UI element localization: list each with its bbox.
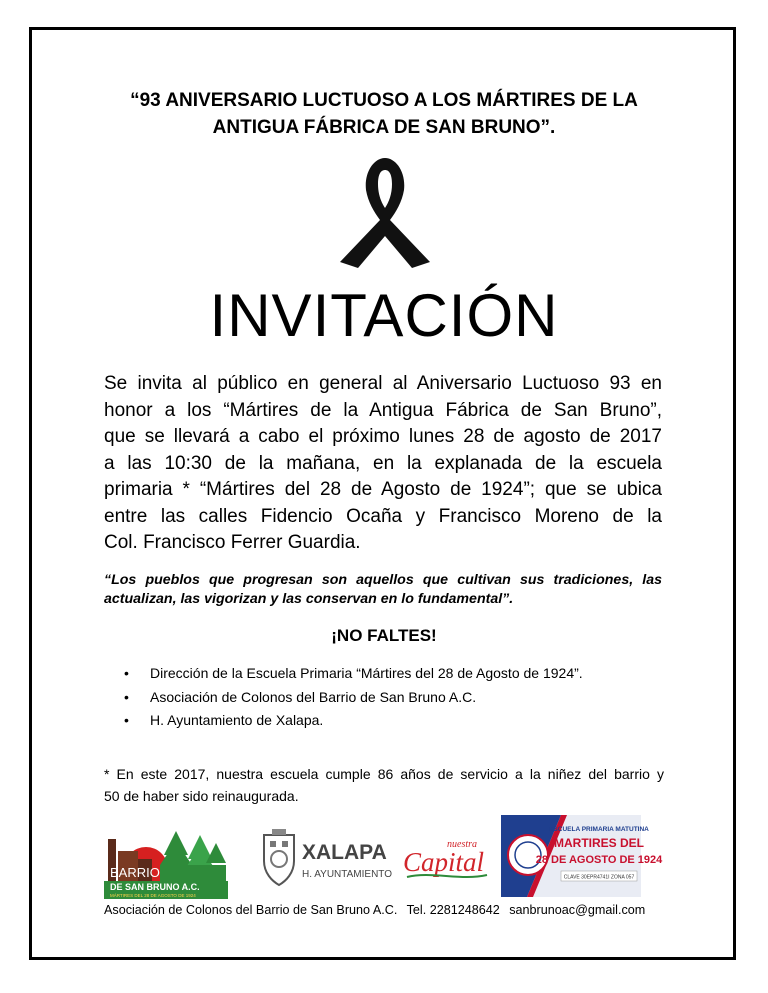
event-title-line-2: ANTIGUA FÁBRICA DE SAN BRUNO”. xyxy=(212,117,556,138)
mourning-ribbon-icon xyxy=(326,150,444,270)
body-line: Se invita al público en general al Aniversario Luctuoso 93 en xyxy=(104,373,662,394)
barrio-san-bruno-logo xyxy=(104,829,228,899)
body-line: primaria * “Mártires del 28 de Agosto de 1924”; que se ubica xyxy=(104,479,662,500)
xalapa-logo-sub: H. AYUNTAMIENTO xyxy=(302,869,393,880)
footer-phone: Tel. 2281248642 xyxy=(406,903,500,917)
organizers-list xyxy=(120,663,583,734)
footer-association: Asociación de Colonos del Barrio de San Bruno A.C. xyxy=(104,903,398,917)
capital-logo-small: nuestra xyxy=(447,839,477,850)
body-line: a las 10:30 de la mañana, en la explanada de la escuela xyxy=(104,452,662,474)
xalapa-ayuntamiento-logo xyxy=(256,827,393,889)
list-item xyxy=(120,710,583,734)
footer xyxy=(104,903,664,917)
xalapa-logo-name: XALAPA xyxy=(302,841,387,864)
escuela-logo-line-1: MARTIRES DEL xyxy=(554,836,644,850)
anniversary-note xyxy=(104,763,664,807)
bullet-icon: • xyxy=(124,688,129,705)
invitation-heading: INVITACIÓN xyxy=(209,282,559,349)
bullet-icon: • xyxy=(124,712,129,728)
nuestra-capital-logo xyxy=(401,835,491,883)
xalapa-crest-icon xyxy=(264,829,294,885)
organizer-label: Asociación de Colonos del Barrio de San Bruno A.C. xyxy=(150,688,477,705)
body-line: honor a los “Mártires de la Antigua Fábrica de San Bruno”, xyxy=(104,399,662,421)
bullet-icon: • xyxy=(124,665,129,681)
event-title-line-1: “93 ANIVERSARIO LUCTUOSO A LOS MÁRTIRES DE LA xyxy=(130,90,638,111)
escuela-logo-top: ESCUELA PRIMARIA MATUTINA xyxy=(549,826,649,833)
escuela-logo-line-2: 28 DE AGOSTO DE 1924 xyxy=(535,854,663,866)
organizer-label: Dirección de la Escuela Primaria “Mártires del 28 de Agosto de 1924”. xyxy=(150,665,583,681)
event-title xyxy=(60,87,708,141)
barrio-logo-caption: MÁRTIRES DEL 28 DE AGOSTO DE 1924 xyxy=(110,893,196,898)
list-item xyxy=(120,687,583,711)
barrio-logo-title: BARRIO xyxy=(110,865,160,880)
invitation-body xyxy=(104,371,662,557)
footer-email: sanbrunoac@gmail.com xyxy=(509,903,646,917)
escuela-primaria-logo xyxy=(501,815,663,897)
body-line: Col. Francisco Ferrer Guardia. xyxy=(104,532,361,553)
list-item xyxy=(120,663,583,687)
quote xyxy=(104,571,662,609)
body-line: entre las calles Fidencio Ocaña y Francisco Moreno de la xyxy=(104,505,662,527)
escuela-logo-clave: CLAVE 30EPR4741I ZONA 057 xyxy=(563,874,635,881)
sponsor-logos xyxy=(104,815,664,900)
note-line: * En este 2017, nuestra escuela cumple 86 años de servicio a la niñez del barrio y xyxy=(104,766,664,782)
body-line: que se llevará a cabo el próximo lunes 28 de agosto de 2017 xyxy=(104,426,662,447)
quote-line: “Los pueblos que progresan son aquellos que cultivan sus tradiciones, las xyxy=(104,572,662,588)
barrio-logo-subtitle: DE SAN BRUNO A.C. xyxy=(110,882,200,892)
quote-line: actualizan, las vigorizan y las conservan en lo fundamental”. xyxy=(104,591,514,607)
call-to-action: ¡NO FALTES! xyxy=(331,626,437,645)
note-line: 50 de haber sido reinaugurada. xyxy=(104,788,299,804)
capital-logo-name: Capital xyxy=(403,847,485,877)
organizer-label: H. Ayuntamiento de Xalapa. xyxy=(150,712,324,728)
